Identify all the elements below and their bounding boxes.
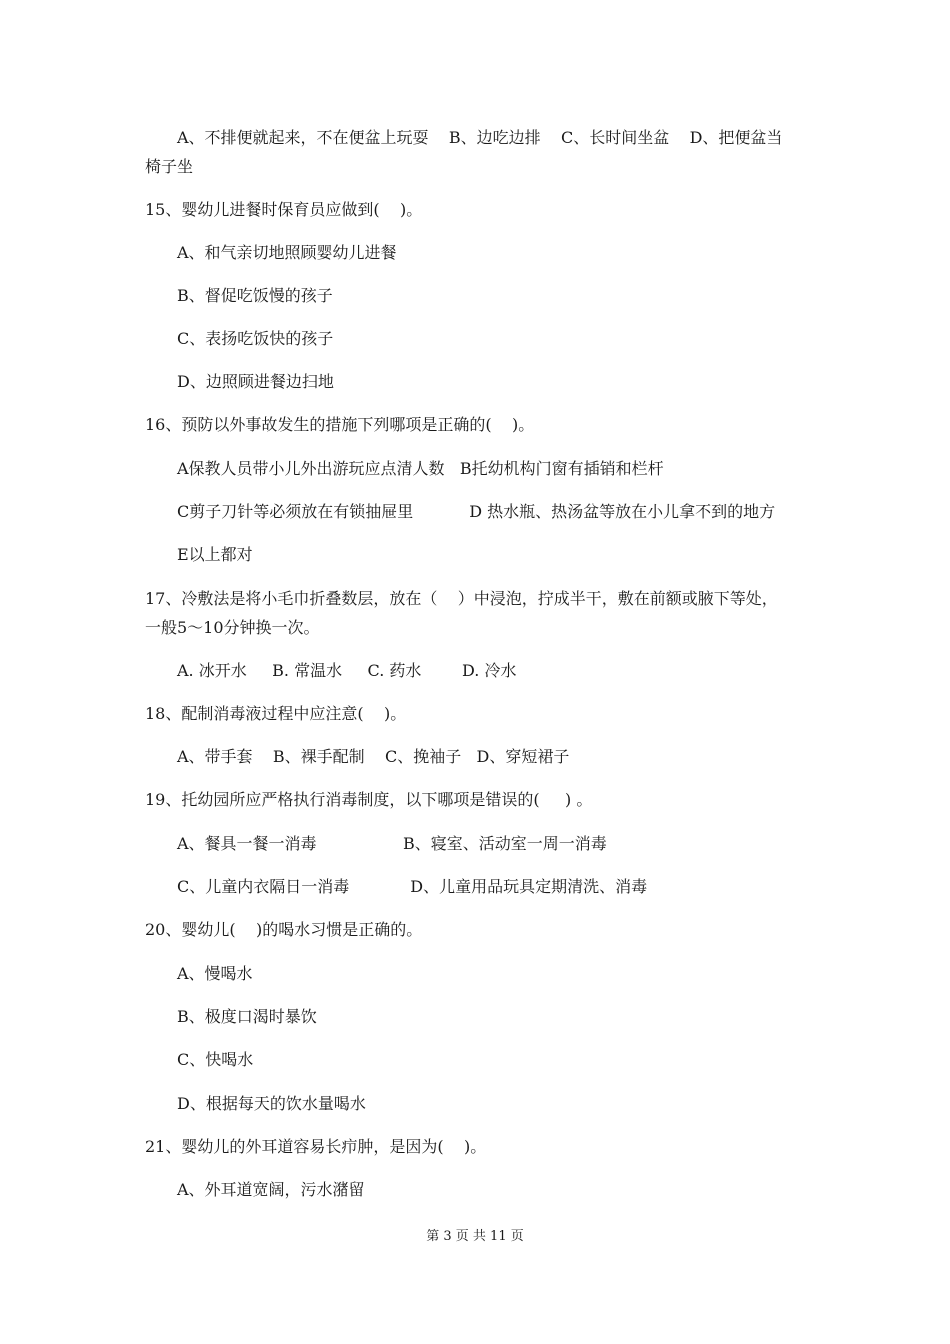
q19-options-cd: C、儿童内衣隔日一消毒 D、儿童用品玩具定期清洗、消毒: [177, 877, 648, 896]
option-line-continuation: 椅子坐: [145, 157, 194, 176]
question-17-continuation: 一般5～10分钟换一次。: [145, 618, 320, 637]
question-18: 18、配制消毒液过程中应注意( )。: [145, 704, 407, 723]
question-19: 19、托幼园所应严格执行消毒制度，以下哪项是错误的( ) 。: [145, 790, 593, 809]
q20-option-a: A、慢喝水: [177, 964, 253, 983]
q20-option-b: B、极度口渴时暴饮: [177, 1007, 317, 1026]
q21-option-a: A、外耳道宽阔，污水潴留: [177, 1180, 365, 1199]
q16-option-e: E以上都对: [177, 545, 253, 564]
question-21: 21、婴幼儿的外耳道容易长疖肿，是因为( )。: [145, 1137, 487, 1156]
q15-option-a: A、和气亲切地照顾婴幼儿进餐: [177, 243, 397, 262]
q17-options: A. 冰开水 B. 常温水 C. 药水 D. 冷水: [177, 661, 517, 680]
q16-options-cd: C剪子刀针等必须放在有锁抽屉里 D 热水瓶、热汤盆等放在小儿拿不到的地方: [177, 502, 776, 521]
q15-option-d: D、边照顾进餐边扫地: [177, 372, 334, 391]
q18-options: A、带手套 B、裸手配制 C、挽袖子 D、穿短裙子: [177, 747, 570, 766]
q15-option-b: B、督促吃饭慢的孩子: [177, 286, 333, 305]
q15-option-c: C、表扬吃饭快的孩子: [177, 329, 334, 348]
page-footer: 第 3 页 共 11 页: [426, 1229, 524, 1244]
option-line: A、不排便就起来，不在便盆上玩耍 B、边吃边排 C、长时间坐盆 D、把便盆当: [177, 128, 783, 147]
q20-option-d: D、根据每天的饮水量喝水: [177, 1094, 366, 1113]
q16-options-ab: A保教人员带小儿外出游玩应点清人数 B托幼机构门窗有插销和栏杆: [177, 459, 664, 478]
question-20: 20、婴幼儿( )的喝水习惯是正确的。: [145, 920, 423, 939]
question-17: 17、冷敷法是将小毛巾折叠数层，放在（ ）中浸泡，拧成半干，敷在前额或腋下等处，: [145, 589, 778, 608]
question-16: 16、预防以外事故发生的措施下列哪项是正确的( )。: [145, 415, 535, 434]
question-15: 15、婴幼儿进餐时保育员应做到( )。: [145, 200, 423, 219]
q20-option-c: C、快喝水: [177, 1050, 254, 1069]
q19-options-ab: A、餐具一餐一消毒 B、寝室、活动室一周一消毒: [177, 834, 607, 853]
